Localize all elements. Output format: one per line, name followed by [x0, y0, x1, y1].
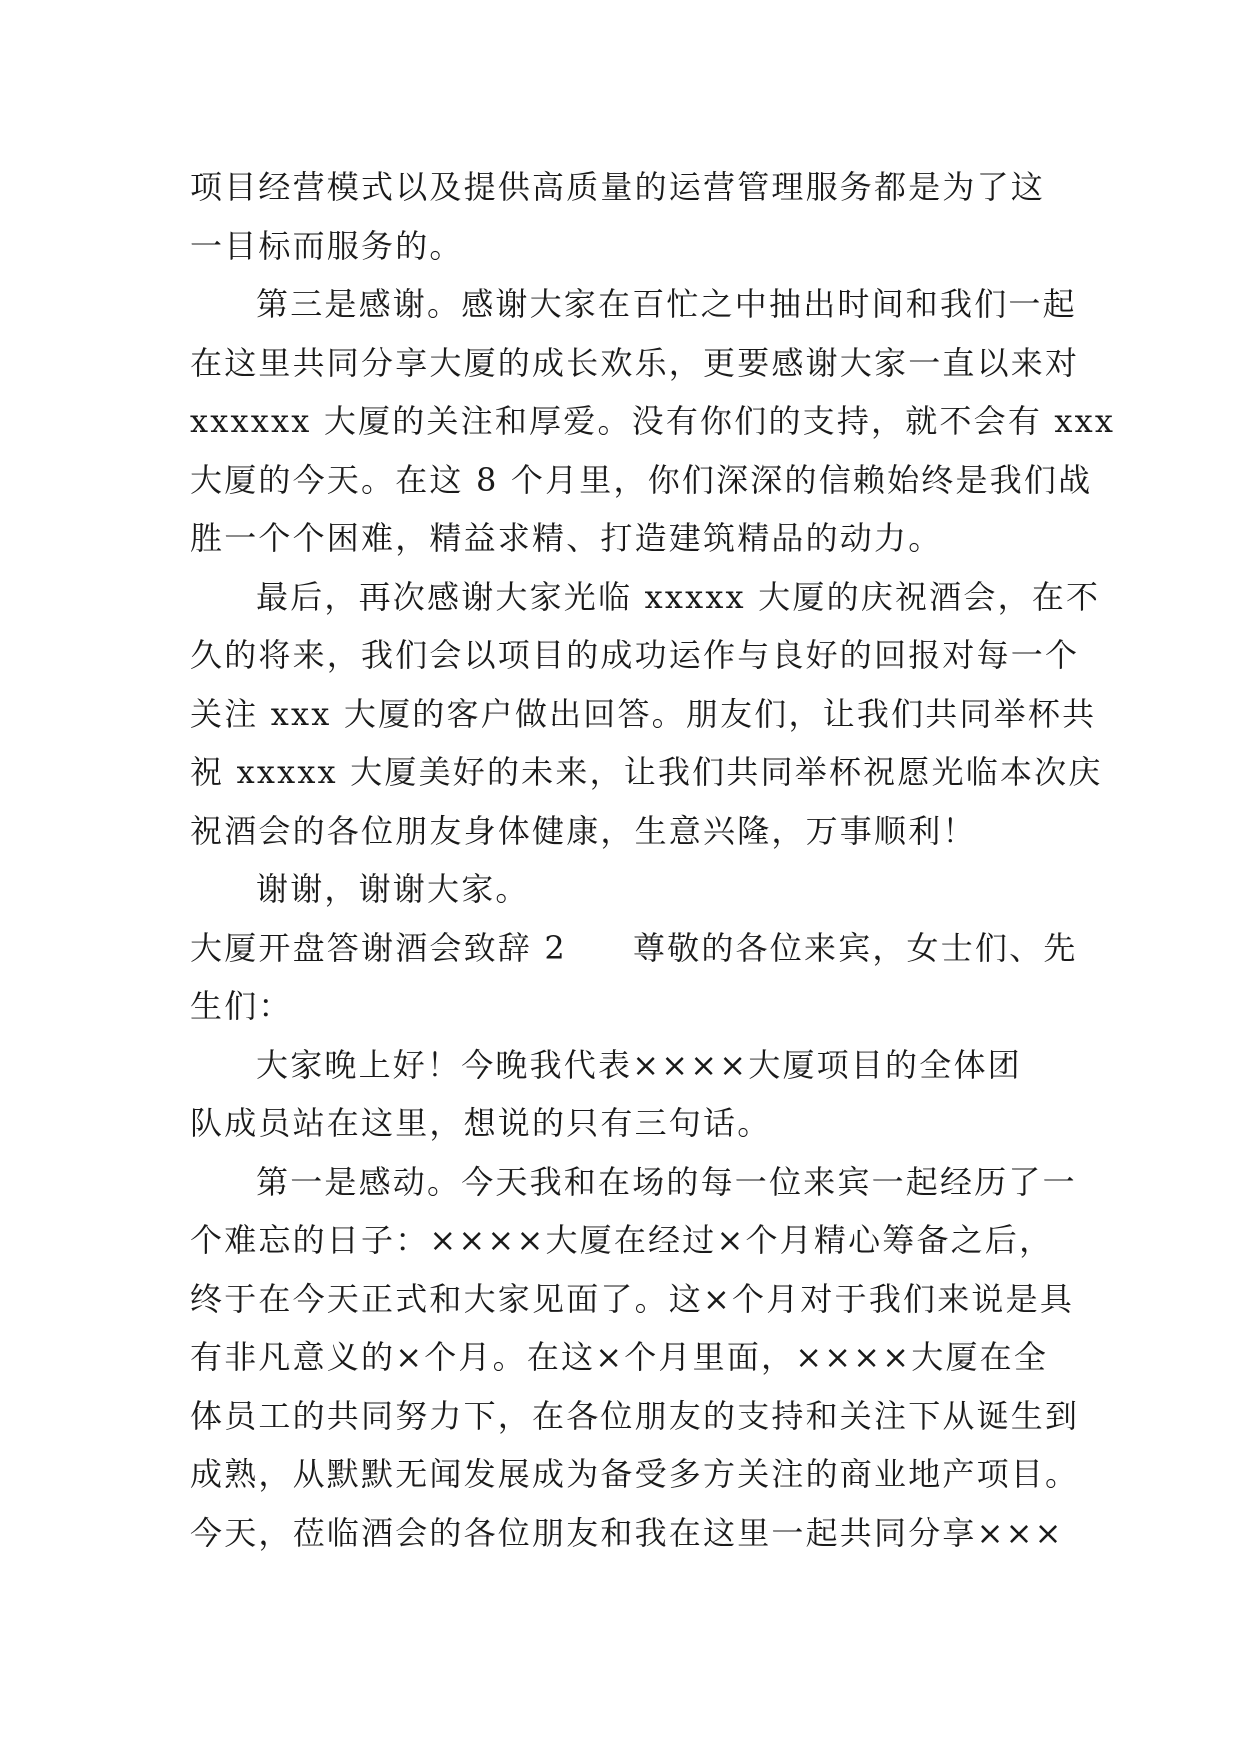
text-line: 生们：: [190, 987, 293, 1025]
text-line: 关注 xxx 大厦的客户做出回答。朋友们，让我们共同举杯共: [190, 694, 1097, 733]
text-line: xxxxxx 大厦的关注和厚爱。没有你们的支持，就不会有 xxx: [190, 402, 1116, 440]
text-line: 终于在今天正式和大家见面了。这×个月对于我们来说是具: [190, 1279, 1075, 1318]
text-line: 个难忘的日子：××××大厦在经过×个月精心筹备之后，: [190, 1221, 1054, 1259]
text-line: 大厦的今天。在这 8 个月里，你们深深的信赖始终是我们战: [190, 460, 1093, 499]
section-heading-rest: 尊敬的各位来宾，女士们、先: [632, 928, 1078, 967]
text-block-1: [190, 158, 1116, 919]
document-body: [190, 158, 1116, 1562]
text-line: 最后，再次感谢大家光临 xxxxx 大厦的庆祝酒会，在不: [256, 577, 1101, 616]
text-line: 成熟，从默默无闻发展成为备受多方关注的商业地产项目。: [190, 1455, 1080, 1493]
text-line: 项目经营模式以及提供高质量的运营管理服务都是为了这: [190, 168, 1046, 206]
text-line: 胜一个个困难，精益求精、打造建筑精品的动力。: [190, 519, 943, 557]
text-line: 谢谢，谢谢大家。: [256, 870, 530, 908]
text-line: 体员工的共同努力下，在各位朋友的支持和关注下从诞生到: [190, 1396, 1080, 1435]
text-line: 有非凡意义的×个月。在这×个月里面，××××大厦在全: [190, 1338, 1049, 1376]
text-line: 今天，莅临酒会的各位朋友和我在这里一起共同分享×××: [190, 1513, 1064, 1552]
text-line: 大家晚上好！今晚我代表××××大厦项目的全体团: [256, 1045, 1022, 1084]
text-line: 队成员站在这里，想说的只有三句话。: [190, 1104, 772, 1142]
text-line: 第一是感动。今天我和在场的每一位来宾一起经历了一: [256, 1162, 1077, 1201]
text-line: 祝 xxxxx 大厦美好的未来，让我们共同举杯祝愿光临本次庆: [190, 753, 1103, 791]
section-heading-title: 大厦开盘答谢酒会致辞 2: [190, 928, 567, 967]
text-line: 第三是感谢。感谢大家在百忙之中抽出时间和我们一起: [256, 285, 1077, 323]
section-heading-line: [190, 919, 1078, 978]
text-line: 一目标而服务的。: [190, 226, 464, 265]
text-line: 在这里共同分享大厦的成长欢乐，更要感谢大家一直以来对: [190, 343, 1080, 382]
text-line: 祝酒会的各位朋友身体健康，生意兴隆，万事顺利！: [190, 811, 977, 850]
text-block-2: [190, 977, 1080, 1562]
text-line: 久的将来，我们会以项目的成功运作与良好的回报对每一个: [190, 636, 1080, 674]
